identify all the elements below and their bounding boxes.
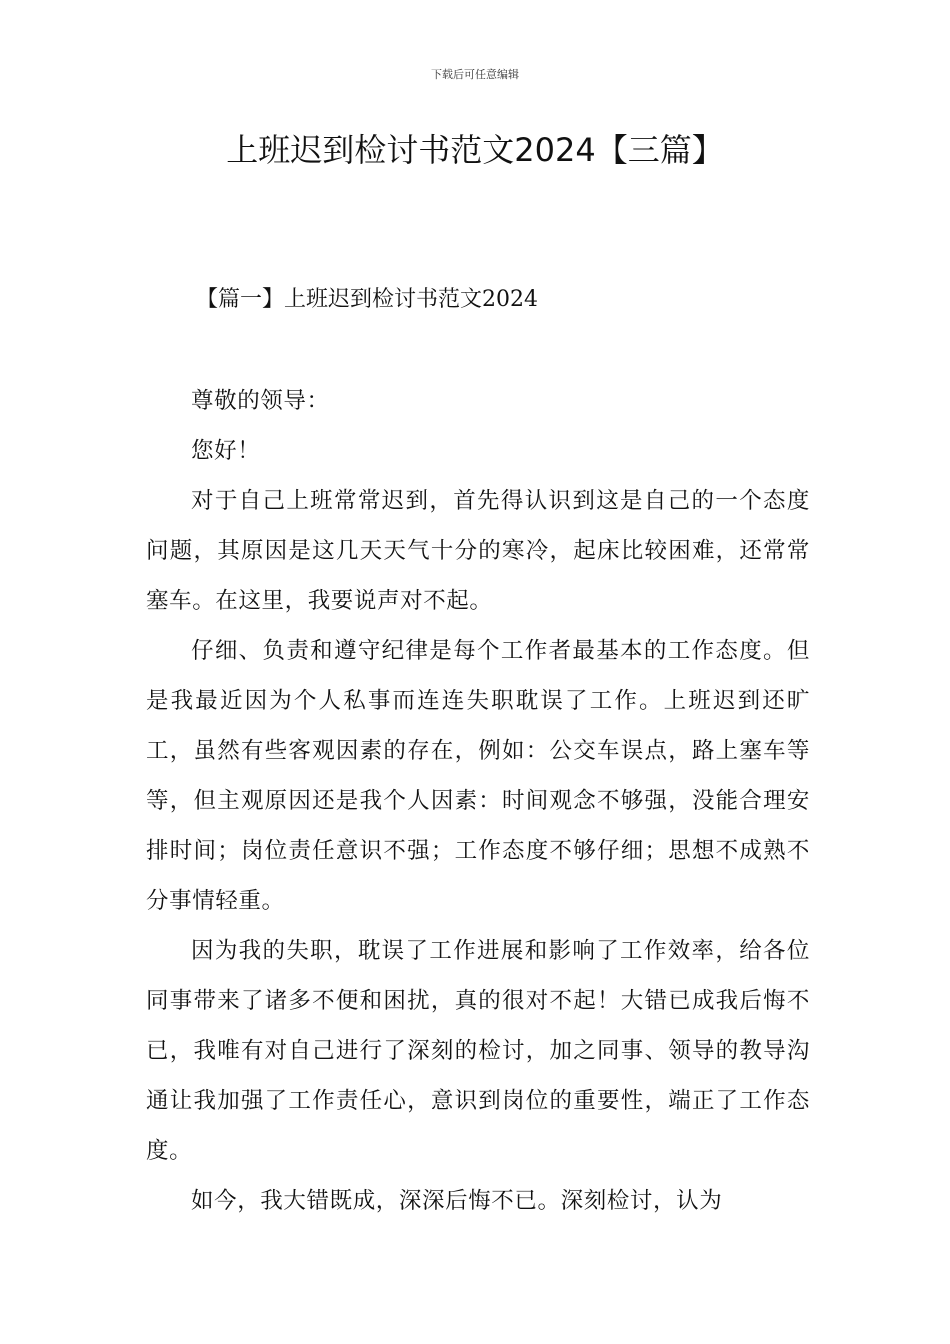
salutation: 尊敬的领导： — [191, 388, 330, 414]
paragraph: 因为我的失职，耽误了工作进展和影响了工作效率，给各位同事带来了诸多不便和困扰，真的很对不起！大错已成我后悔不已，我唯有对自己进行了深刻的检讨，加之同事、领导的教导沟通让我加强了工作责任心，意识到岗位的重要性，端正了工作态度。 — [146, 938, 810, 1164]
document-body — [146, 376, 810, 1226]
section-title: 【篇一】上班迟到检讨书范文2024 — [196, 287, 538, 312]
paragraph: 仔细、负责和遵守纪律是每个工作者最基本的工作态度。但是我最近因为个人私事而连连失职耽误了工作。上班迟到还旷工，虽然有些客观因素的存在，例如：公交车误点，路上塞车等等，但主观原因还是我个人因素：时间观念不够强，没能合理安排时间；岗位责任意识不强；工作态度不够仔细；思想不成熟不分事情轻重。 — [146, 638, 810, 914]
paragraph: 对于自己上班常常迟到，首先得认识到这是自己的一个态度问题，其原因是这几天天气十分的寒冷，起床比较困难，还常常塞车。在这里，我要说声对不起。 — [146, 488, 810, 614]
document-title: 上班迟到检讨书范文2024【三篇】 — [226, 131, 724, 169]
header-note: 下载后可任意编辑 — [431, 68, 519, 81]
greeting: 您好！ — [191, 438, 261, 464]
paragraph: 如今，我大错既成，深深后悔不已。深刻检讨，认为 — [191, 1188, 723, 1214]
